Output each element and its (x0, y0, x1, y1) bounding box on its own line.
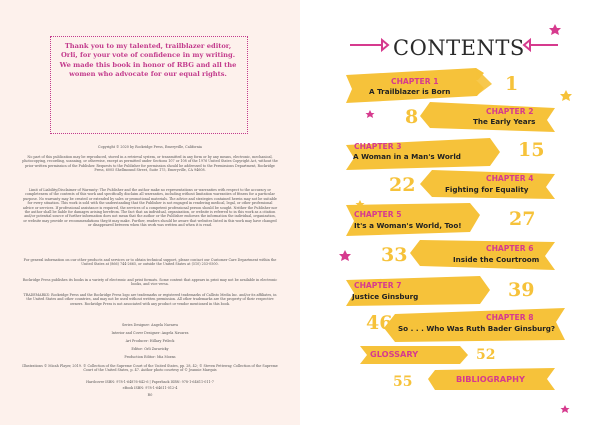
contents-decoration (300, 0, 600, 425)
chapter-1-arrowhead (476, 68, 492, 96)
chapter-3-label: CHAPTER 3 (354, 142, 402, 151)
chapter-6-title[interactable]: Inside the Courtroom (453, 255, 540, 264)
credit-production: Production Editor: Mia Moran (124, 355, 176, 359)
contents-title: CONTENTS (393, 36, 525, 60)
isbn-line-2: eBook ISBN: 978-1-64611-012-4 (122, 386, 178, 390)
chapter-1-title[interactable]: A Trailblazer is Born (369, 87, 451, 96)
credit-series: Series Designer: Angela Navarra (121, 323, 178, 327)
star-icon (561, 405, 570, 413)
bibliography-page: 55 (393, 374, 413, 390)
chapter-8-title[interactable]: So . . . Who Was Ruth Bader Ginsburg? (398, 324, 556, 333)
illustration-credits: Illustrations © Micah Player, 2019. © Collection of the Supreme Court of the United States, pp. 28, 42; © Steven Petteway, Collection of the Supreme Court of the United States, p. 47. Author photo courtesy of © Jeannie Marquis (22, 364, 278, 373)
chapter-2-page: 8 (405, 106, 419, 128)
chapter-3-title[interactable]: A Woman in a Man's World (353, 152, 461, 161)
chapter-5-page: 27 (509, 208, 536, 230)
chapter-6-label: CHAPTER 6 (486, 244, 534, 253)
chapter-6-page: 33 (381, 244, 408, 266)
credit-editor: Editor: Orli Zuravicky (131, 347, 169, 351)
star-icon (560, 90, 572, 101)
copyright-para-3: For general information on our other products and services or to obtain technical support, please contact our Customer Care Department within the United States at (866) 744-2665, or outside the United States at (510) 253-0500. (23, 258, 277, 267)
copyright-para-5: TRADEMARKS: Rockridge Press and the Rockridge Press logo are trademarks or registered trademarks of Callisto Media Inc. and/or its affiliates, in the United States and other countries, and may not be used without written permission. All other trademarks are the property of their respective owners. Rockridge Press is not associated with any product or vendor mentioned in this book. (23, 293, 277, 306)
copyright-line: Copyright © 2020 by Rockridge Press, Emeryville, California (98, 145, 202, 149)
chapter-7-title[interactable]: Justice Ginsburg (352, 292, 419, 301)
glossary-page: 52 (476, 347, 496, 363)
glossary-label[interactable]: GLOSSARY (370, 349, 419, 359)
copyright-para-2: Limit of Liability/Disclaimer of Warranty: The Publisher and the author make no representations or warranties with respect to the accuracy or completeness of the contents of this work and specifically disclaim all warranties, including without limitation warranties of fitness for a particular purpose. No warranty may be created or extended by sales or promotional materials. The advice and strategies contained herein may not be suitable for every situation. This work is sold with the understanding that the Publisher is not engaged in rendering medical, legal, or other professional advice or services. If professional assistance is required, the services of a competent professional person should be sought. Neither the Publisher nor the author shall be liable for damages arising herefrom. The fact that an individual, organization, or website is referred to in this work as a citation and/or potential source of further information does not mean that the author or the Publisher endorses the information the individual, organization, or website may provide or recommendations they/it may make. Further, readers should be aware that websites listed in this work may have changed or disappeared between when this work was written and when it is read. (22, 188, 278, 228)
credit-designer: Interior and Cover Designer: Angela Navarra (111, 331, 189, 335)
chapter-4-label: CHAPTER 4 (486, 174, 534, 183)
chapter-3-page: 15 (518, 139, 545, 161)
chapter-1-label: CHAPTER 1 (391, 77, 439, 86)
title-arrow-left (350, 40, 388, 50)
chapter-5-title[interactable]: It's a Woman's World, Too! (354, 221, 462, 230)
chapter-8-label: CHAPTER 8 (486, 313, 534, 322)
copyright-para-1: No part of this publication may be reproduced, stored in a retrieval system, or transmitted in any form or by any means, electronic, mechanical, photocopying, recording, scanning, or otherwise, except as permitted under Sections 107 or 108 of the 1976 United States Copyright Act, without the prior written permission of the Publisher. Requests to the Publisher for permission should be addressed to the Permissions Department, Rockridge Press, 6005 Shellmound Street, Suite 175, Emeryville, CA 94608. (22, 155, 278, 173)
chapter-2-title[interactable]: The Early Years (473, 117, 536, 126)
star-icon (549, 24, 561, 35)
chapter-2-label: CHAPTER 2 (486, 107, 534, 116)
chapter-8-page: 46 (366, 312, 393, 334)
star-icon (339, 250, 351, 261)
chapter-1-page: 1 (505, 73, 519, 95)
bibliography-label[interactable]: BIBLIOGRAPHY (456, 374, 525, 384)
star-icon (365, 110, 374, 118)
chapter-5-label: CHAPTER 5 (354, 210, 402, 219)
credit-art: Art Producer: Hillary Frileck (125, 339, 175, 343)
chapter-4-page: 22 (389, 174, 416, 196)
title-arrow-right (524, 40, 558, 50)
chapter-4-title[interactable]: Fighting for Equality (445, 185, 529, 194)
copyright-para-4: Rockridge Press publishes its books in a variety of electronic and print formats. Some content that appears in print may not be available in electronic books, and vice versa. (22, 278, 278, 287)
chapter-7-page: 39 (508, 279, 535, 301)
dedication-text: Thank you to my talented, trailblazer editor, Orli, for your vote of confidence in my writing. We made this book in honor of RBG and all the women who advocate for our equal rights. (59, 42, 237, 79)
chapter-5-ribbon (346, 203, 480, 236)
isbn-line-1: Hardcover ISBN: 978-1-64876-842-6 | Paperback ISBN: 978-1-64611-011-7 (86, 380, 214, 384)
chapter-7-label: CHAPTER 7 (354, 281, 402, 290)
printing-code: R0 (147, 393, 153, 397)
